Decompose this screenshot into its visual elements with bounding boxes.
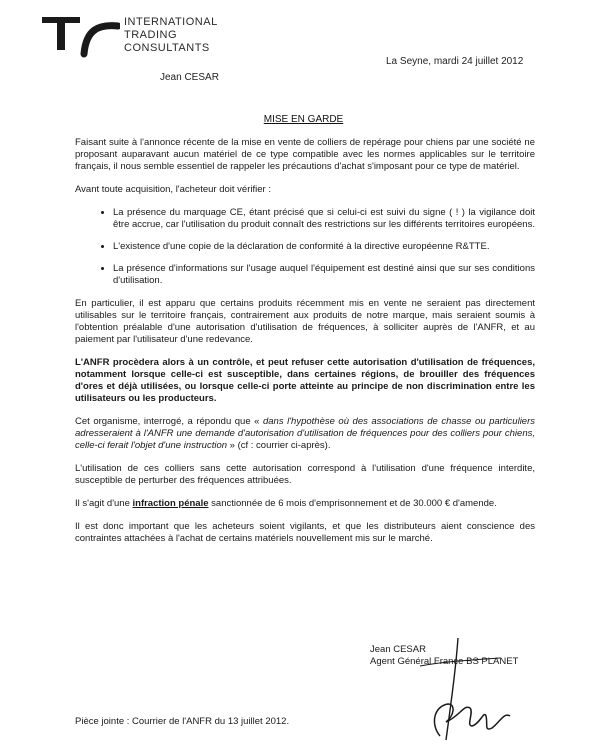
checklist: [75, 207, 535, 287]
letterhead-name: Jean CESAR: [160, 72, 219, 83]
paragraph-context: En particulier, il est apparu que certains produits récemment mis en vente ne seraient pas directement utilisables sur le territoire français, contrairement aux produits de notre marque, mais seraient soumis à l'obtention préalable d'une autorisation d'utilisation de fréquences, à solliciter auprès de l'ANFR, et au paiement par l'utilisateur d'une redevance.: [75, 298, 535, 345]
paragraph-frequency: L'utilisation de ces colliers sans cette autorisation correspond à l'utilisation d'une fréquence interdite, susceptible de perturber des fréquences attribuées.: [75, 463, 535, 486]
list-item: • La présence d'informations sur l'usage auquel l'équipement est destiné ainsi que sur ses conditions d'utilisation.: [113, 263, 535, 287]
company-name: [124, 16, 218, 55]
attachment-note: Pièce jointe : Courrier de l'ANFR du 13 juillet 2012.: [75, 716, 290, 727]
document-title: MISE EN GARDE: [263, 114, 344, 125]
itc-logo-icon: [40, 14, 120, 64]
response-intro: Cet organisme, interrogé, a répondu que «: [75, 416, 263, 427]
handwritten-signature-icon: [400, 636, 520, 744]
paragraph-anfr-response: [75, 416, 535, 452]
company-line: CONSULTANTS: [124, 42, 210, 54]
company-line: TRADING: [124, 29, 177, 41]
penalty-after: sanctionnée de 6 mois d'emprisonnement et de 30.000 € d'amende.: [208, 498, 497, 509]
paragraph-intro: Faisant suite à l'annonce récente de la mise en vente de colliers de repérage pour chiens par une société ne proposant auparavant aucun matériel de ce type compatible avec les normes applicables sur le territoire français, il nous semble essentiel de rappeler les précautions d'achat s'imposant pour ce type de matériel.: [75, 137, 535, 172]
paragraph-checklist-intro: Avant toute acquisition, l'acheteur doit vérifier :: [75, 184, 271, 195]
letter-body: [75, 137, 535, 556]
list-item: • La présence du marquage CE, étant précisé que si celui-ci est suivi du signe ( ! ) la vigilance doit être accrue, car l'utilisation du produit connaît des restrictions sur les différents territoires européens.: [113, 207, 535, 231]
response-outro: » (cf : courrier ci-après).: [227, 440, 331, 451]
penalty-emphasis: infraction pénale: [132, 498, 209, 509]
signatory-name: Jean CESAR: [370, 644, 426, 655]
list-item: • L'existence d'une copie de la déclaration de conformité à la directive européenne R&TTE.: [113, 241, 535, 253]
response-quote: dans l'hypothèse où des associations de chasse ou particuliers adresseraient à l'ANFR une demande d'autorisation d'utilisation de fréquences pour des colliers pour chiens, celle-ci ferait l'objet d'une instruction: [75, 416, 536, 451]
company-line: INTERNATIONAL: [124, 16, 218, 28]
signatory-role: Agent Général France BS PLANET: [370, 656, 519, 667]
dateline: La Seyne, mardi 24 juillet 2012: [386, 56, 524, 67]
paragraph-conclusion: Il est donc important que les acheteurs soient vigilants, et que les distributeurs aient conscience des contraintes attachées à l'achat de certains matériels nouvellement mis sur le marché.: [75, 521, 535, 544]
paragraph-penalty: [75, 498, 535, 510]
paragraph-anfr-warning: L'ANFR procèdera alors à un contrôle, et peut refuser cette autorisation d'utilisation de fréquences, notamment lorsque celle-ci est susceptible, dans certaines régions, de brouiller des fréquences d'ores et déjà utilisées, ou lorsque celle-ci porte atteinte au principe de non discrimination entre les utilisateurs ou les producteurs.: [75, 357, 535, 404]
penalty-before: Il s'agit d'une: [75, 498, 133, 509]
